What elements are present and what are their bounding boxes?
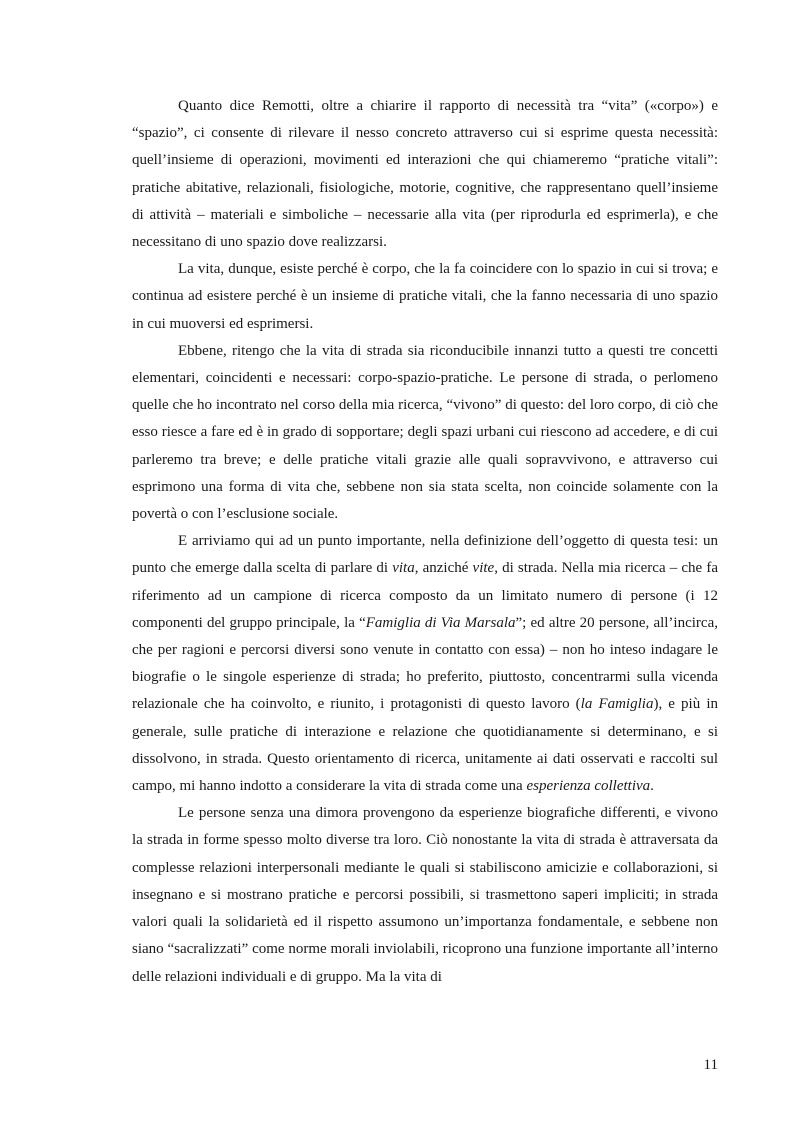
paragraph-3	[132, 338, 718, 528]
text-run: .	[650, 778, 654, 795]
italic-text: Famiglia di Via Marsala	[365, 614, 516, 631]
text-run: La vita, dunque, esiste perché è corpo, che la fa coincidere con lo spazio in cui si trova; e continua ad esistere perché è un insieme di pratiche vitali, che la fanno necessaria di uno spazio in cui muoversi ed esprimersi.	[132, 261, 718, 332]
text-run: E arriviamo qui ad un punto importante, nella definizione dell’oggetto di questa tesi: un punto che emerge dalla scelta di parlare di	[132, 533, 718, 577]
text-run: Quanto dice Remotti, oltre a chiarire il rapporto di necessità tra “vita” («corpo») e “spazio”, ci consente di rilevare il nesso concreto attraverso cui si esprime questa necessità: quell’insieme di operazioni, movimenti ed interazioni che qui chiameremo “pratiche vitali”: pratiche abitative, relazionali, fisiologiche, motorie, cognitive, che rappresentano quell’insieme di attività – materiali e simboliche – necessarie alla vita (per riprodurla ed esprimerla), e che necessitano di uno spazio dove realizzarsi.	[132, 98, 718, 251]
paragraph-4	[132, 528, 718, 800]
paragraph-2	[132, 256, 718, 338]
italic-text: la Famiglia	[580, 696, 654, 713]
italic-text: vite	[472, 560, 495, 577]
italic-text: esperienza collettiva	[526, 778, 651, 795]
text-run: ”; ed altre 20 persone, all’incirca, che per ragioni e percorsi diversi sono venute in contatto con essa) – non ho inteso indagare le biografie o le singole esperienze di strada; ho preferito, piuttosto, concentrarmi sulla vicenda relazionale che ha coinvolto, e riunito, i protagonisti di questo lavoro (	[132, 614, 718, 713]
text-run: , di strada. Nella mia ricerca – che fa riferimento ad un campione di ricerca composto da un limitato numero di persone (i 12 componenti del gruppo principale, la “	[132, 560, 718, 631]
page-number: 11	[703, 1057, 718, 1073]
body-text	[132, 93, 718, 991]
text-run: Le persone senza una dimora provengono da esperienze biografiche differenti, e vivono la strada in forme spesso molto diverse tra loro. Ciò nonostante la vita di strada è attraversata da complesse relazioni interpersonali mediante le quali si stabiliscono amicizie e collaborazioni, si insegnano e si mostrano pratiche e percorsi possibili, si trasmettono saperi impliciti; in strada valori quali la solidarietà ed il rispetto assumono un’importanza fondamentale, e sebbene non siano “sacralizzati” come norme morali inviolabili, ricoprono una funzione importante all’interno delle relazioni individuali e di gruppo. Ma la vita di	[132, 805, 718, 985]
paragraph-5	[132, 800, 718, 990]
text-run: Ebbene, ritengo che la vita di strada sia riconducibile innanzi tutto a questi tre concetti elementari, coincidenti e necessari: corpo-spazio-pratiche. Le persone di strada, o perlomeno quelle che ho incontrato nel corso della mia ricerca, “vivono” di questo: del loro corpo, di ciò che esso riesce a fare ed è in grado di sopportare; degli spazi urbani cui riescono ad accedere, e di cui parleremo tra breve; e delle pratiche vitali grazie alle quali sopravvivono, e attraverso cui esprimono una forma di vita che, sebbene non sia stata scelta, non coincide solamente con la povertà o con l’esclusione sociale.	[132, 342, 718, 523]
paragraph-1	[132, 93, 718, 256]
text-run: ), e più in generale, sulle pratiche di interazione e relazione che quotidianamente si determinano, e si dissolvono, in strada. Questo orientamento di ricerca, unitamente ai dati osservati e raccolti sul campo, mi hanno indotto a considerare la vita di strada come una	[132, 696, 718, 795]
italic-text: vita	[392, 560, 415, 577]
text-run: , anziché	[414, 560, 473, 577]
